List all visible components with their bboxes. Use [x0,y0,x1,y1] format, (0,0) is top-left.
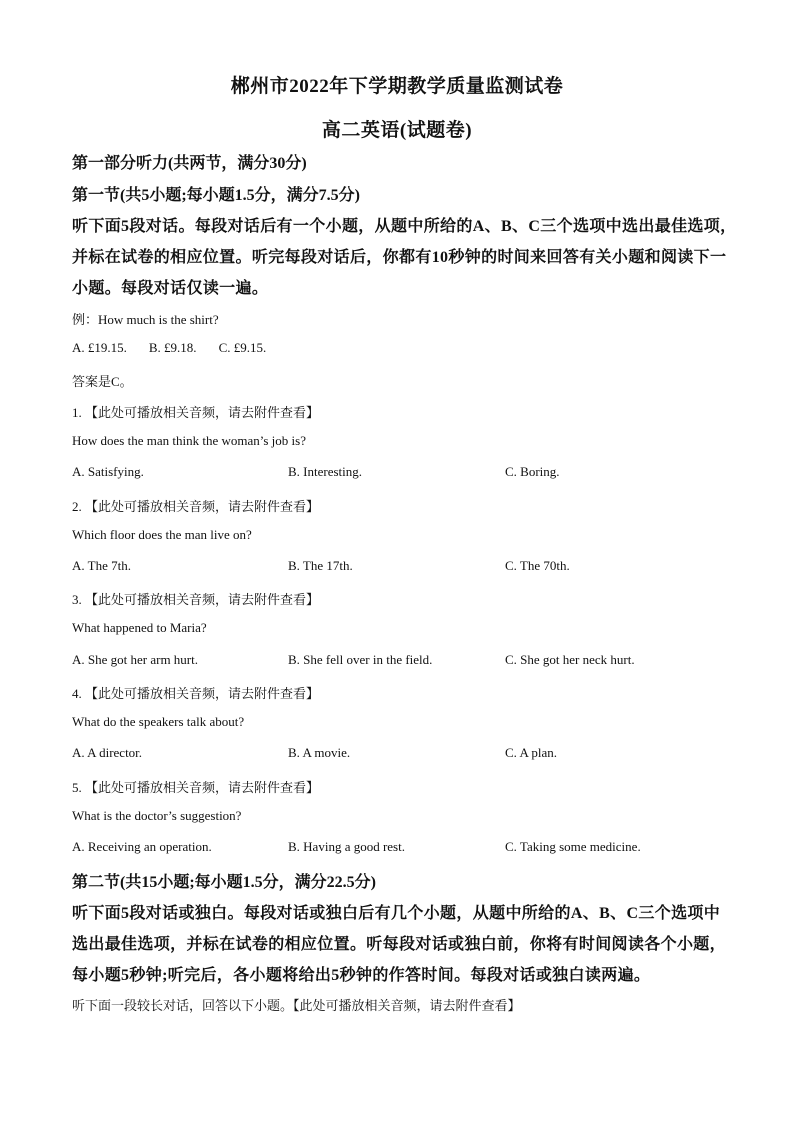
question-label: 3. 【此处可播放相关音频，请去附件查看】 [72,592,320,607]
section1-instruction-line: 并标在试卷的相应位置。听完每段对话后，你都有10秒钟的时间来回答有关小题和阅读下一 [72,249,727,266]
section2-heading: 第二节(共15小题;每小题1.5分，满分22.5分) [72,874,376,891]
page-title: 郴州市2022年下学期教学质量监测试卷 [230,76,564,97]
option-a: A. A director. [72,745,143,760]
section2-instruction-line: 每小题5秒钟;听完后，各小题将给出5秒钟的作答时间。每段对话或独白读两遍。 [72,967,651,984]
example-options [72,340,266,356]
question-label: 5. 【此处可播放相关音频，请去附件查看】 [72,780,320,795]
question-text: What is the doctor’s suggestion? [72,808,242,823]
option-c: C. Boring. [505,464,560,479]
part1-heading: 第一部分听力(共两节，满分30分) [72,155,307,172]
question-text: What happened to Maria? [72,620,207,635]
page-subtitle: 高二英语(试题卷) [321,120,473,141]
section2-instruction-line: 听下面5段对话或独白。每段对话或独白后有几个小题，从题中所给的A、B、C三个选项中 [72,905,721,922]
section2-instruction-line: 选出最佳选项，并标在试卷的相应位置。听每段对话或独白前，你将有时间阅读各个小题， [72,936,727,953]
option-c: C. Taking some medicine. [505,839,641,854]
question-label: 2. 【此处可播放相关音频，请去附件查看】 [72,499,320,514]
option-b: B. The 17th. [288,558,353,573]
question-text: What do the speakers talk about? [72,714,245,729]
option-a: A. She got her arm hurt. [72,652,199,667]
option-b: B. A movie. [288,745,351,760]
option-c: C. The 70th. [505,558,570,573]
question-text: Which floor does the man live on? [72,527,252,542]
question-label: 1. 【此处可播放相关音频，请去附件查看】 [72,405,320,420]
example-answer: 答案是C。 [72,374,133,389]
section1-heading: 第一节(共5小题;每小题1.5分，满分7.5分) [72,187,360,204]
question-text: How does the man think the woman’s job is? [72,433,306,448]
option-c: C. She got her neck hurt. [505,652,635,667]
option-c: C. A plan. [505,745,558,760]
option-a: A. Satisfying. [72,464,144,479]
question-label: 4. 【此处可播放相关音频，请去附件查看】 [72,686,320,701]
option-b: B. Interesting. [288,464,363,479]
option-b: B. £9.18. [148,340,197,355]
section1-instruction-line: 听下面5段对话。每段对话后有一个小题，从题中所给的A、B、C三个选项中选出最佳选项， [72,218,737,235]
example-question: 例：How much is the shirt? [72,312,219,327]
option-a: A. £19.15. [72,340,127,355]
option-b: B. Having a good rest. [288,839,405,854]
option-b: B. She fell over in the field. [288,652,433,667]
section1-instruction-line: 小题。每段对话仅读一遍。 [72,280,269,297]
option-a: A. The 7th. [72,558,131,573]
section2-lead: 听下面一段较长对话，回答以下小题。【此处可播放相关音频，请去附件查看】 [72,998,521,1013]
option-a: A. Receiving an operation. [72,839,212,854]
option-c: C. £9.15. [218,340,267,355]
